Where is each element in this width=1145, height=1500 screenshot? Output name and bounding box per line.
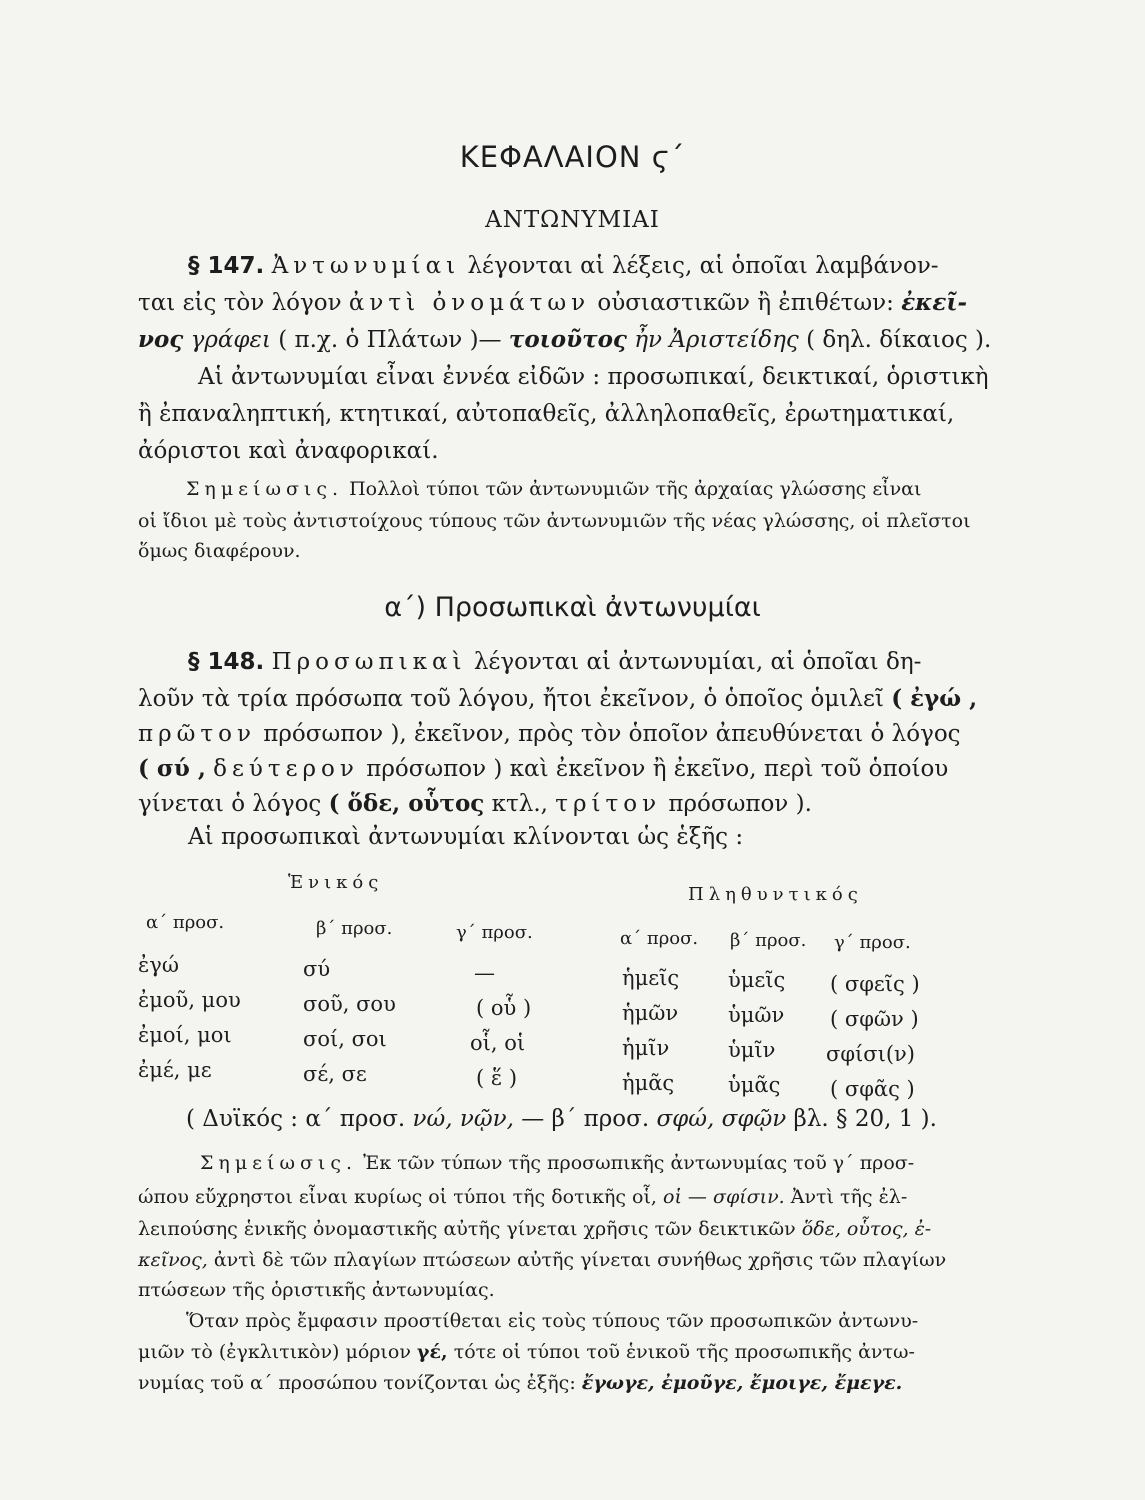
- p147-line-3: [138, 326, 991, 354]
- note2-line-2: [138, 1184, 907, 1210]
- text-segment: πρόσωπον ), ἐκεῖνον, πρὸς τὸν ὁποῖον ἀπευθύνεται ὁ λόγος: [263, 721, 961, 747]
- text-segment: ( δηλ. δίκαιος ).: [806, 327, 992, 353]
- text-segment: ώπου εὔχρηστοι εἶναι κυρίως οἱ τύποι τῆς δοτικῆς οἷ,: [138, 1186, 657, 1208]
- table-cell: σοί, σοι: [303, 1027, 387, 1051]
- text-segment: ( π.χ. ὁ Πλάτων )—: [278, 327, 502, 353]
- section-heading: α΄) Προσωπικαὶ ἀντωνυμίαι: [384, 592, 761, 623]
- table-cell: ἡμῶν: [622, 1001, 679, 1025]
- chapter-subtitle: ΑΝΤΩΝΥΜΙΑΙ: [485, 207, 660, 233]
- note2-line-5: πτώσεων τῆς ὁριστικῆς ἀντωνυμίας.: [138, 1279, 495, 1301]
- table-cell: —: [474, 961, 495, 985]
- note-label: Σημείωσις.: [186, 478, 344, 500]
- bold-example: γέ,: [416, 1341, 448, 1363]
- note2-line-6: Ὅταν πρὸς ἔμφασιν προστίθεται εἰς τοὺς τύπους τῶν προσωπικῶν ἀντωνυ-: [186, 1310, 919, 1332]
- note2-line-1: [200, 1150, 914, 1176]
- text-segment: πρόσωπον ) καὶ ἐκεῖνον ἢ ἐκεῖνο, περὶ τοῦ ὁποίου: [366, 756, 949, 782]
- spaced-term: τρίτον: [555, 791, 662, 817]
- text-segment: ( Δυϊκός : α΄ προσ.: [186, 1106, 406, 1132]
- table-cell: ὑμεῖς: [728, 968, 786, 992]
- table-cell: ὑμῶν: [728, 1003, 785, 1027]
- spaced-term: δεύτερον: [213, 756, 359, 782]
- plural-heading: Πληθυντικός: [688, 884, 863, 905]
- singular-heading: Ἑνικός: [288, 872, 384, 893]
- p147-line-6: ἀόριστοι καὶ ἀναφορικαί.: [138, 438, 439, 464]
- note-label: Σημείωσις.: [200, 1152, 358, 1174]
- table-cell: ἐμέ, με: [138, 1058, 212, 1082]
- table-cell: σφίσι(ν): [826, 1042, 915, 1066]
- spaced-term: Προσωπικαὶ: [271, 649, 467, 675]
- table-cell: ὑμῖν: [728, 1038, 776, 1062]
- spaced-term: ἀντὶ ὀνομάτων: [348, 290, 591, 316]
- table-cell: ὑμᾶς: [728, 1073, 781, 1097]
- sg-header-1: α΄ προσ.: [146, 912, 225, 933]
- note2-line-4: [138, 1247, 946, 1273]
- table-cell: ἐμοῦ, μου: [138, 988, 241, 1012]
- text-segment: ἀντὶ δὲ τῶν πλαγίων πτώσεων αὐτῆς γίνεται συνήθως χρῆσις τῶν πλαγίων: [213, 1249, 947, 1271]
- bold-example: νος: [138, 326, 184, 353]
- text-segment: βλ. § 20, 1 ).: [793, 1106, 937, 1132]
- table-cell: σέ, σε: [303, 1062, 367, 1086]
- table-cell: ( σφᾶς ): [830, 1077, 915, 1101]
- text-segment: λέγονται αἱ ἀντωνυμίαι, αἱ ὁποῖαι δη-: [473, 649, 922, 675]
- note1-line-1: [186, 476, 921, 502]
- pl-header-2: β΄ προσ.: [730, 930, 807, 951]
- note2-line-3: [138, 1216, 931, 1242]
- table-cell: ἐγώ: [138, 953, 179, 977]
- table-cell: ( ἕ ): [476, 1066, 518, 1090]
- text-segment: κτλ.,: [491, 791, 548, 817]
- sg-header-2: β΄ προσ.: [316, 918, 393, 939]
- p147-line-5: ἢ ἐπαναληπτική, κτητικαί, αὐτοπαθεῖς, ἀλληλοπαθεῖς, ἐρωτηματικαί,: [138, 401, 955, 427]
- p148-line-5: [138, 790, 812, 818]
- p147-line-1: [188, 252, 939, 280]
- sg-header-3: γ΄ προσ.: [456, 922, 533, 943]
- bold-example: ἐκεῖ-: [901, 289, 968, 316]
- text-segment: γίνεται ὁ λόγος: [138, 791, 322, 817]
- text-segment: πρόσωπον ).: [668, 791, 812, 817]
- text-segment: οὐσιαστικῶν ἢ ἐπιθέτων:: [597, 290, 894, 316]
- italic-example: νώ, νῷν,: [412, 1106, 514, 1132]
- p148-line-2: [138, 685, 977, 713]
- italic-example: κεῖνος,: [138, 1249, 208, 1271]
- italic-example: ὅδε, οὗτος, ἐ-: [801, 1218, 932, 1240]
- table-cell: σοῦ, σου: [303, 992, 396, 1016]
- table-cell: ἡμεῖς: [622, 966, 680, 990]
- table-cell: ἡμῖν: [622, 1036, 670, 1060]
- note2-line-7: [138, 1339, 915, 1365]
- bold-example: ( ἐγώ ,: [891, 685, 978, 712]
- pl-header-1: α΄ προσ.: [620, 928, 699, 949]
- chapter-title: ΚΕΦΑΛΑΙΟΝ ϛ΄: [459, 140, 686, 174]
- text-segment: νυμίας τοῦ α΄ προσώπου τονίζονται ὡς ἑξῆς:: [138, 1372, 576, 1394]
- text-segment: τότε οἱ τύποι τοῦ ἑνικοῦ τῆς προσωπικῆς ἀντω-: [453, 1341, 915, 1363]
- text-segment: Πολλοὶ τύποι τῶν ἀντωνυμιῶν τῆς ἀρχαίας γλώσσης εἶναι: [349, 478, 922, 500]
- p147-line-2: [138, 289, 967, 317]
- pl-header-3: γ΄ προσ.: [834, 932, 911, 953]
- table-cell: ( σφῶν ): [830, 1007, 919, 1031]
- italic-example: οἱ — σφίσιν.: [663, 1186, 785, 1208]
- table-cell: ( σφεῖς ): [830, 972, 920, 996]
- p148-line-1: [188, 648, 921, 676]
- table-cell: οἷ, οἱ: [470, 1031, 526, 1055]
- italic-example: ἔγωγε, ἐμοῦγε, ἔμοιγε, ἔμεγε.: [581, 1372, 903, 1394]
- text-segment: Ἀντὶ τῆς ἐλ-: [790, 1186, 908, 1208]
- bold-example: τοιοῦτος: [508, 326, 627, 353]
- italic-example: ἦν Ἀριστείδης: [634, 327, 799, 353]
- p147-line-4: Αἱ ἀντωνυμίαι εἶναι ἐννέα εἰδῶν : προσωπικαί, δεικτικαί, ὁριστικὴ: [198, 364, 989, 390]
- p148-line-3: [138, 720, 961, 748]
- text-segment: ται εἰς τὸν λόγον: [138, 290, 342, 316]
- text-segment: λέγονται αἱ λέξεις, αἱ ὁποῖαι λαμβάνον-: [467, 253, 939, 279]
- p148-line-4: [138, 755, 948, 783]
- bold-example: ( σύ ,: [138, 755, 206, 782]
- spaced-term: Ἀντωνυμίαι: [271, 253, 461, 279]
- table-cell: ἐμοί, μοι: [138, 1023, 232, 1047]
- italic-example: σφώ, σφῷν: [656, 1106, 787, 1132]
- note1-line-2: οἱ ἴδιοι μὲ τοὺς ἀντιστοίχους τύπους τῶν ἀντωνυμιῶν τῆς νέας γλώσσης, οἱ πλεῖστοι: [138, 510, 971, 532]
- note1-line-3: ὅμως διαφέρουν.: [138, 540, 301, 562]
- text-segment: μιῶν τὸ (ἐγκλιτικὸν) μόριον: [138, 1341, 411, 1363]
- paragraph-number: § 148.: [188, 649, 265, 675]
- bold-example: ( ὅδε, οὗτος: [328, 790, 485, 817]
- p148-line-6: Αἱ προσωπικαὶ ἀντωνυμίαι κλίνονται ὡς ἑξῆς :: [188, 824, 744, 850]
- spaced-term: πρῶτον: [138, 721, 256, 747]
- paragraph-number: § 147.: [188, 253, 265, 279]
- text-segment: Ἐκ τῶν τύπων τῆς προσωπικῆς ἀντωνυμίας τοῦ γ΄ προσ-: [363, 1152, 915, 1174]
- table-cell: σύ: [303, 957, 331, 981]
- text-segment: λειπούσης ἑνικῆς ὀνομαστικῆς αὐτῆς γίνεται χρῆσις τῶν δεικτικῶν: [138, 1218, 796, 1240]
- text-segment: — β΄ προσ.: [521, 1106, 650, 1132]
- table-cell: ( οὗ ): [476, 996, 532, 1020]
- note2-line-8: [138, 1370, 902, 1396]
- italic-example: γράφει: [190, 327, 271, 353]
- dual-line: [186, 1105, 937, 1133]
- table-cell: ἡμᾶς: [622, 1071, 675, 1095]
- text-segment: λοῦν τὰ τρία πρόσωπα τοῦ λόγου, ἤτοι ἐκεῖνον, ὁ ὁποῖος ὁμιλεῖ: [138, 686, 884, 712]
